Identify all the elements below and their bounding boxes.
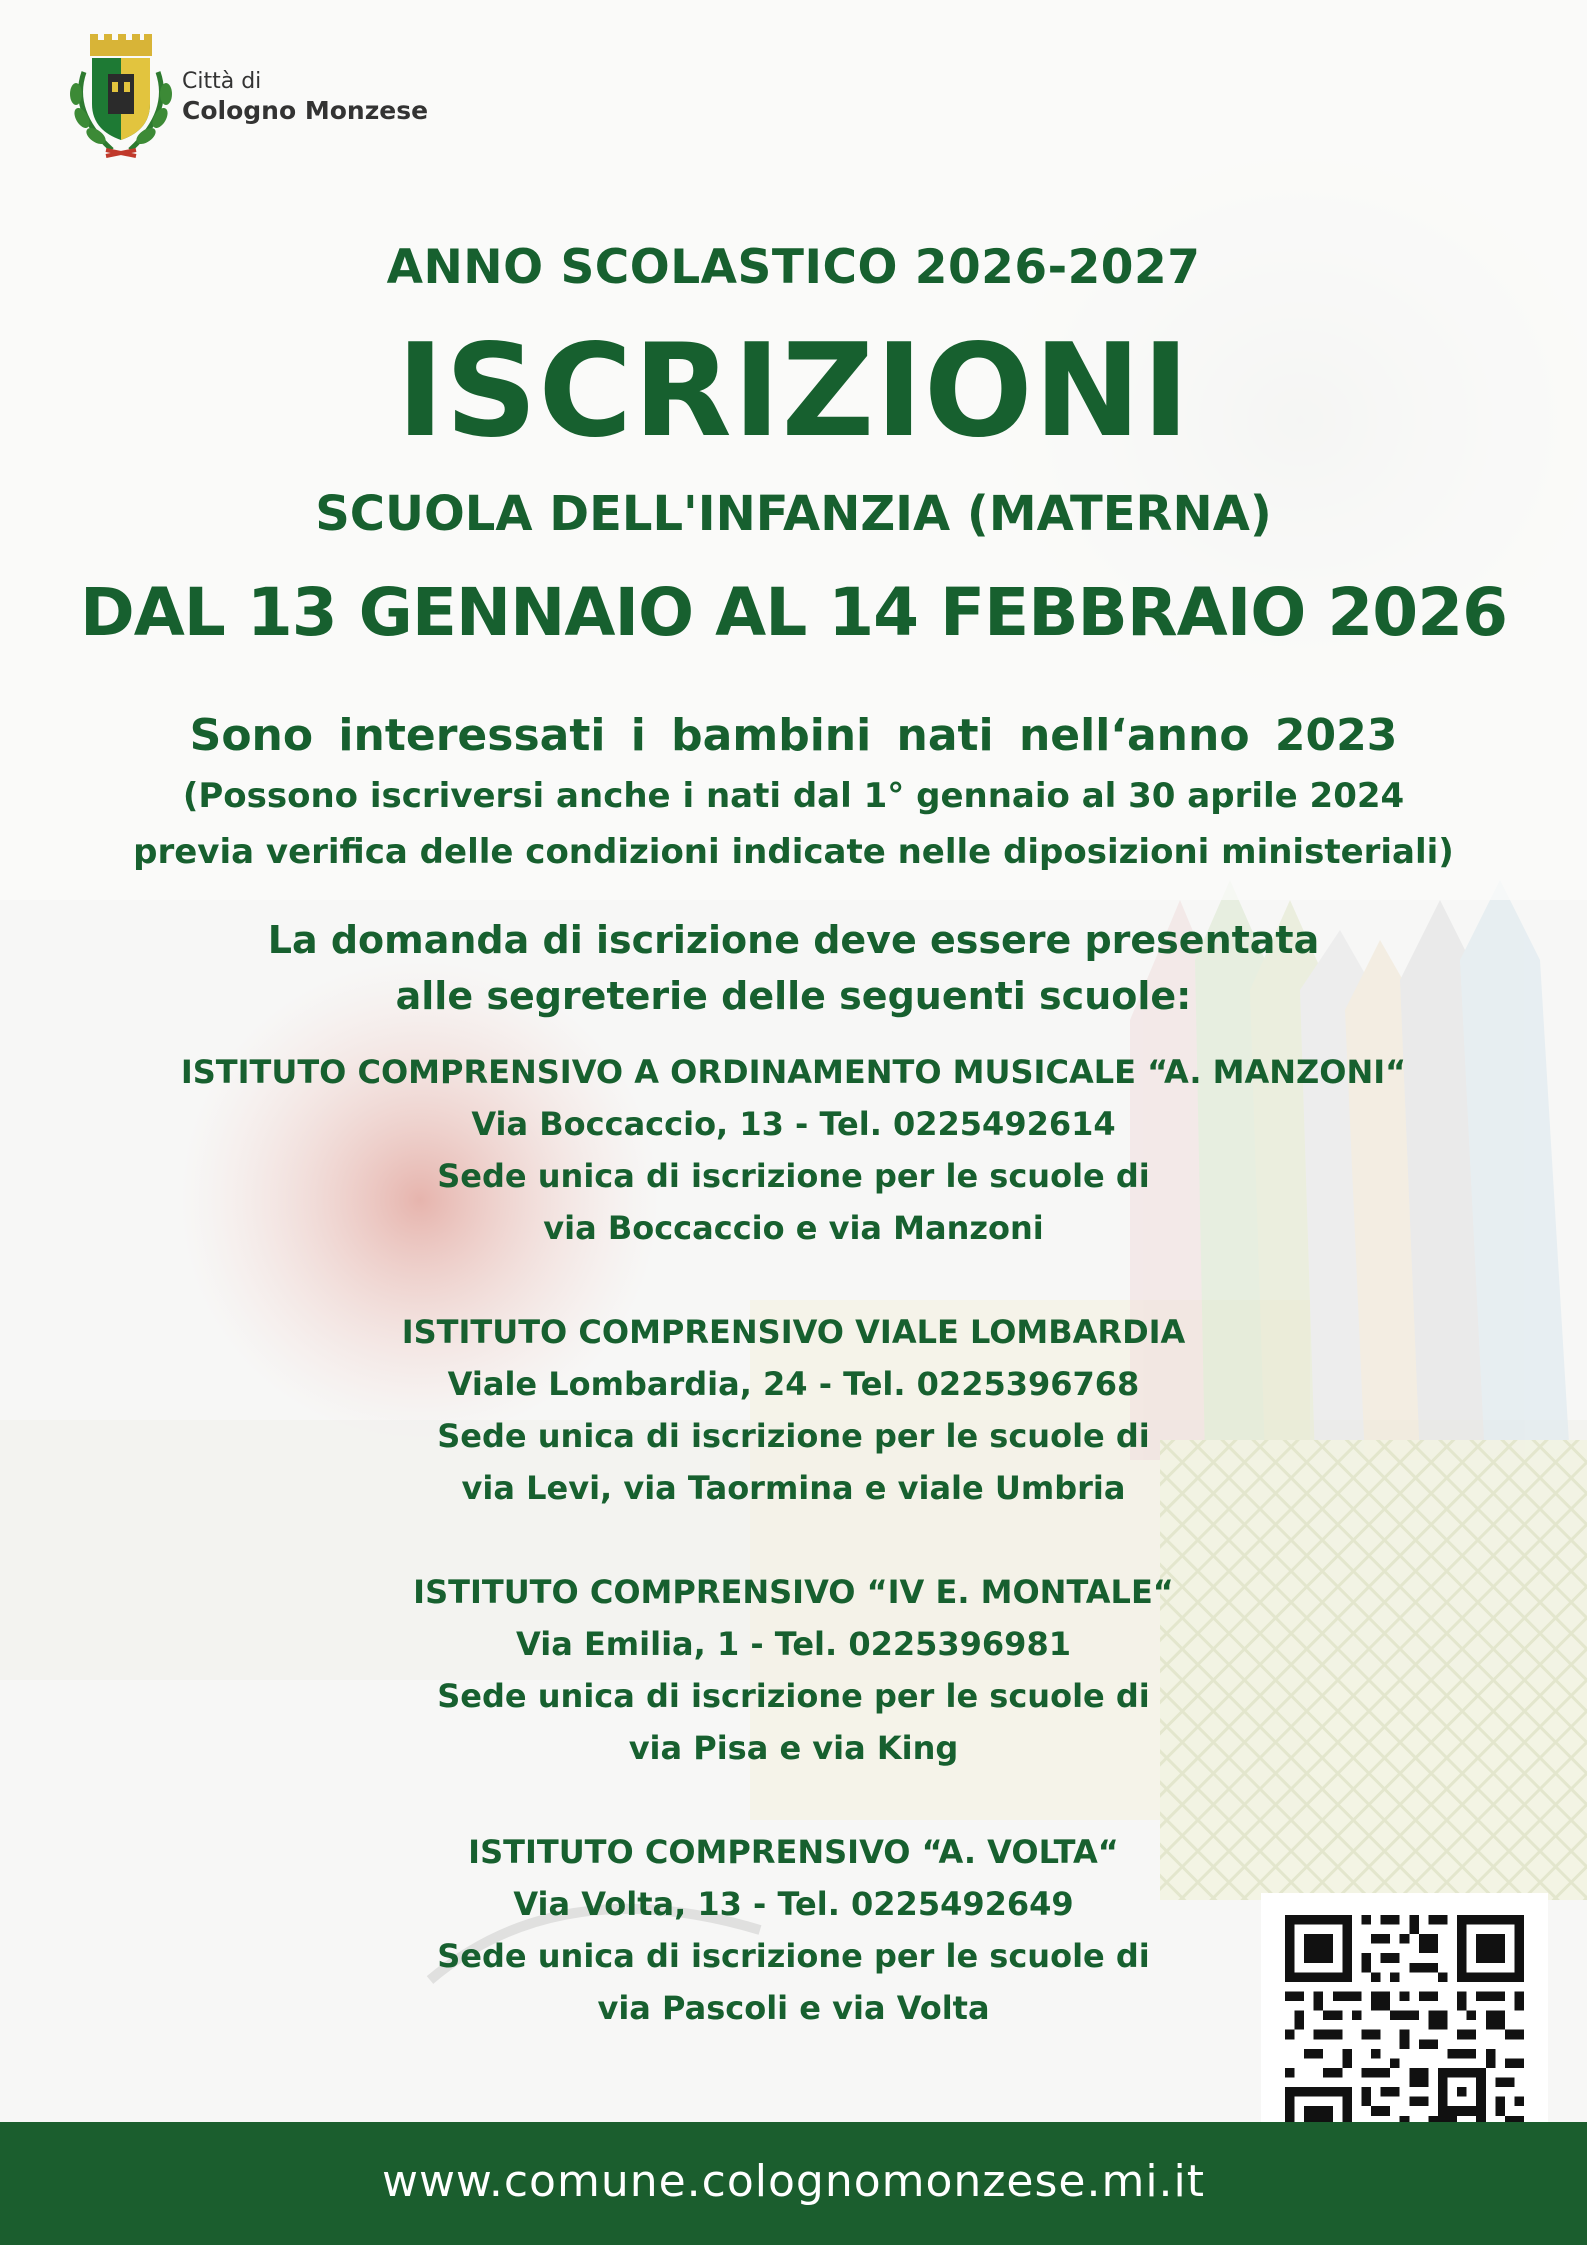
footer-website-link[interactable]: www.comune.colognomonzese.mi.it xyxy=(381,2156,1206,2207)
school-type-subtitle: SCUOLA DELL'INFANZIA (MATERNA) xyxy=(315,486,1272,542)
school-note: Sede unica di iscrizione per le scuole di xyxy=(437,1937,1150,1975)
enrollment-period: DAL 13 GENNAIO AL 14 FEBBRAIO 2026 xyxy=(79,574,1508,651)
school-streets: via Pisa e via King xyxy=(628,1729,959,1767)
city-prefix: Città di xyxy=(182,69,262,94)
school-address: Viale Lombardia, 24 - Tel. 0225396768 xyxy=(447,1365,1140,1403)
eligibility-note-line1: (Possono iscriversi anche i nati dal 1° gennaio al 30 aprile 2024 xyxy=(182,776,1405,816)
school-address: Via Volta, 13 - Tel. 0225492649 xyxy=(513,1885,1074,1923)
school-address: Via Boccaccio, 13 - Tel. 0225492614 xyxy=(471,1105,1116,1143)
school-note: Sede unica di iscrizione per le scuole di xyxy=(437,1677,1150,1715)
school-streets: via Levi, via Taormina e viale Umbria xyxy=(461,1469,1126,1507)
school-name: ISTITUTO COMPRENSIVO VIALE LOMBARDIA xyxy=(401,1313,1186,1351)
school-name: ISTITUTO COMPRENSIVO “IV E. MONTALE“ xyxy=(413,1573,1174,1611)
eligibility-note-line2: previa verifica delle condizioni indicate nelle diposizioni ministeriali) xyxy=(133,832,1454,872)
school-note: Sede unica di iscrizione per le scuole di xyxy=(437,1157,1150,1195)
qr-code-icon xyxy=(1283,1915,1526,2154)
school-address: Via Emilia, 1 - Tel. 0225396981 xyxy=(516,1625,1071,1663)
eligibility-text: Sono interessati i bambini nati nell‘anno 2023 xyxy=(189,710,1398,761)
school-block-montale xyxy=(0,1566,1587,1774)
page-title: ISCRIZIONI xyxy=(396,317,1191,466)
school-name: ISTITUTO COMPRENSIVO “A. VOLTA“ xyxy=(468,1833,1119,1871)
school-block-manzoni xyxy=(0,1046,1587,1254)
city-name-block xyxy=(182,68,428,126)
instruction-line1: La domanda di iscrizione deve essere presentata xyxy=(267,918,1320,962)
school-name: ISTITUTO COMPRENSIVO A ORDINAMENTO MUSICALE “A. MANZONI“ xyxy=(180,1053,1407,1091)
school-block-lombardia xyxy=(0,1306,1587,1514)
city-coat-of-arms-logo xyxy=(62,32,180,162)
school-note: Sede unica di iscrizione per le scuole di xyxy=(437,1417,1150,1455)
school-streets: via Boccaccio e via Manzoni xyxy=(543,1209,1044,1247)
city-name: Cologno Monzese xyxy=(182,96,429,125)
school-streets: via Pascoli e via Volta xyxy=(597,1989,990,2027)
school-year-heading: ANNO SCOLASTICO 2026-2027 xyxy=(386,240,1201,295)
instruction-line2: alle segreterie delle seguenti scuole: xyxy=(395,974,1192,1018)
